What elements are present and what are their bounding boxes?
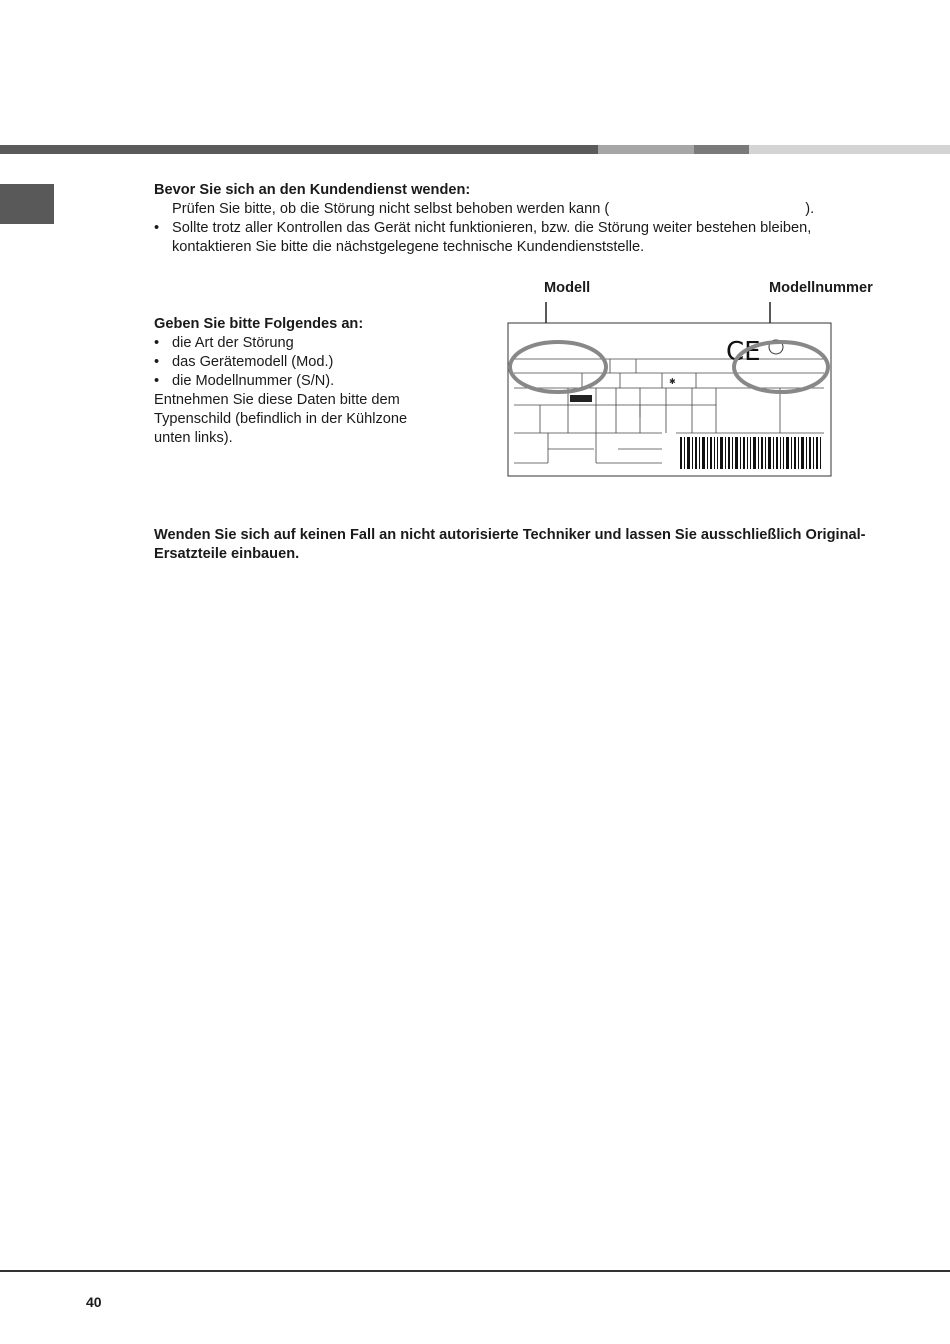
plate-star-icon: ✱ <box>669 377 676 386</box>
service-check-line <box>154 200 874 219</box>
info-note: Entnehmen Sie diese Daten bitte dem Typenschild (befindlich in der Kühlzone unten links). <box>154 392 408 446</box>
service-heading: Bevor Sie sich an den Kundendienst wenden: <box>154 182 471 198</box>
service-check-end: ). <box>805 201 815 217</box>
rating-plate-diagram <box>500 295 840 485</box>
info-heading: Geben Sie bitte Folgendes an: <box>154 316 364 332</box>
header-bar-dark2 <box>694 145 749 154</box>
header-bar-dark <box>0 145 598 154</box>
warning-text: Wenden Sie sich auf keinen Fall an nicht autorisierte Techniker und lassen Sie ausschließlich Original-Ersatzteile einbauen. <box>154 527 866 562</box>
serial-number-label: Modellnummer <box>769 280 873 296</box>
service-section <box>154 181 874 257</box>
service-contact-bullet: • Sollte trotz aller Kontrollen das Gerät nicht funktionieren, bzw. die Störung weiter bestehen bleiben, kontaktieren Sie bitte die nächstgelegene technische Kundendienststelle. <box>154 219 874 257</box>
header-bar-mid <box>598 145 694 154</box>
info-item: • das Gerätemodell (Mod.) <box>154 353 454 372</box>
model-label: Modell <box>544 280 591 296</box>
side-tab <box>0 184 54 224</box>
info-item: • die Art der Störung <box>154 334 454 353</box>
header-bar-light <box>749 145 950 154</box>
info-section <box>154 315 454 448</box>
header-bar <box>0 145 950 154</box>
service-check-start: Prüfen Sie bitte, ob die Störung nicht selbst behoben werden kann ( <box>172 201 610 217</box>
page-number: 40 <box>86 1294 102 1310</box>
footer-rule <box>0 1270 950 1272</box>
info-item: • die Modellnummer (S/N). <box>154 372 454 391</box>
plate-small-icon <box>570 395 592 402</box>
ce-mark: CE <box>726 337 761 367</box>
